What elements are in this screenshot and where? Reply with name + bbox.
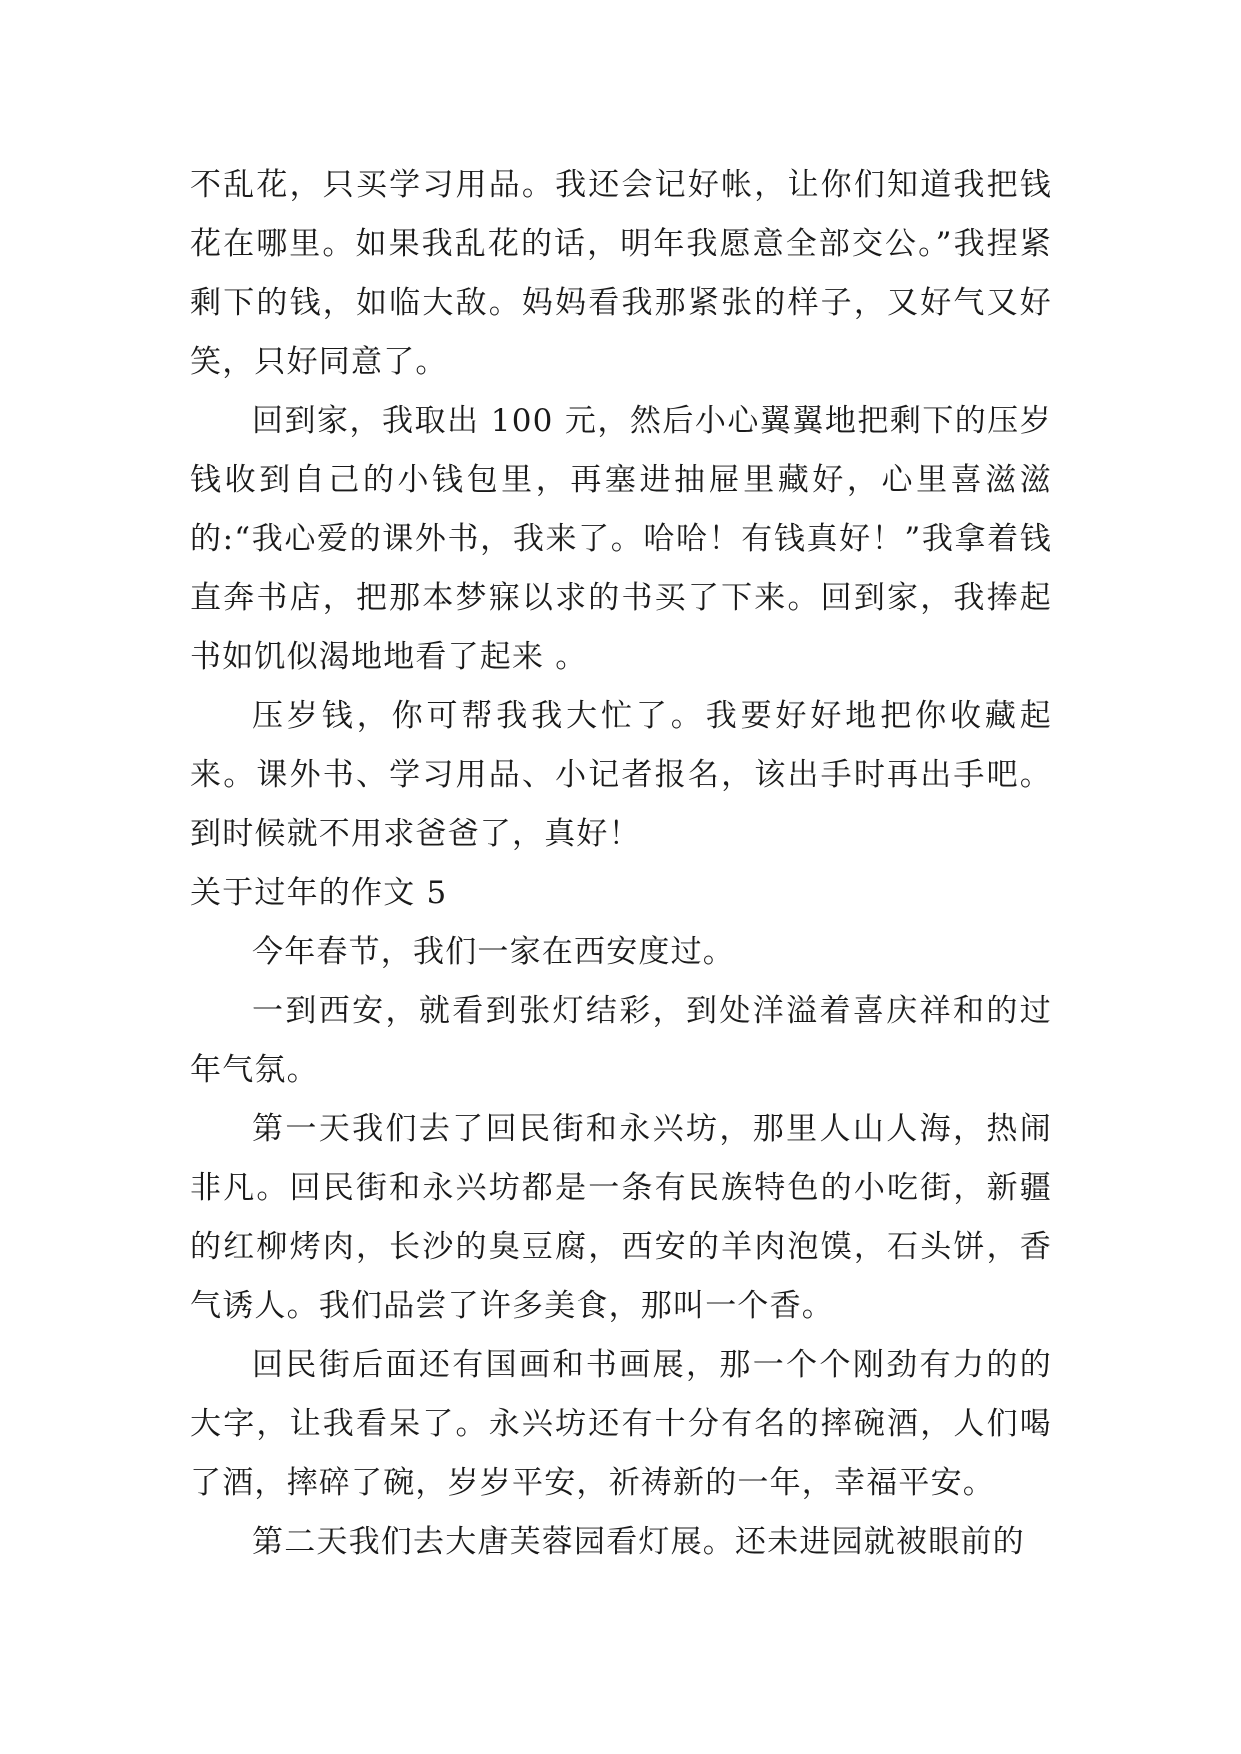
paragraph-7: 回民街后面还有国画和书画展，那一个个刚劲有力的的大字，让我看呆了。永兴坊还有十分有名的摔碗酒，人们喝了酒，摔碎了碗，岁岁平安，祈祷新的一年，幸福平安。 — [190, 1347, 1052, 1501]
paragraph-8: 第二天我们去大唐芙蓉园看灯展。还未进园就被眼前的 — [252, 1524, 1025, 1560]
paragraph-6: 第一天我们去了回民街和永兴坊，那里人山人海，热闹非凡。回民街和永兴坊都是一条有民族特色的小吃街，新疆的红柳烤肉，长沙的臭豆腐，西安的羊肉泡馍，石头饼，香气诱人。我们品尝了许多美食，那叫一个香。 — [190, 1111, 1052, 1324]
document-page — [190, 156, 1052, 1572]
paragraph-4: 今年春节，我们一家在西安度过。 — [252, 934, 735, 970]
paragraph-1: 不乱花，只买学习用品。我还会记好帐，让你们知道我把钱花在哪里。如果我乱花的话，明年我愿意全部交公。”我捏紧剩下的钱，如临大敌。妈妈看我那紧张的样子，又好气又好笑，只好同意了。 — [190, 167, 1052, 380]
paragraph-3: 压岁钱，你可帮我我大忙了。我要好好地把你收藏起来。课外书、学习用品、小记者报名，该出手时再出手吧。到时候就不用求爸爸了，真好！ — [190, 698, 1052, 852]
section-heading: 关于过年的作文 5 — [190, 875, 448, 911]
paragraph-2: 回到家，我取出 100 元，然后小心翼翼地把剩下的压岁钱收到自己的小钱包里，再塞进抽屉里藏好，心里喜滋滋的:“我心爱的课外书，我来了。哈哈！有钱真好！”我拿着钱直奔书店，把那本梦寐以求的书买了下来。回到家，我捧起书如饥似渴地地看了起来 。 — [190, 403, 1052, 675]
paragraph-5: 一到西安，就看到张灯结彩，到处洋溢着喜庆祥和的过年气氛。 — [190, 993, 1052, 1088]
